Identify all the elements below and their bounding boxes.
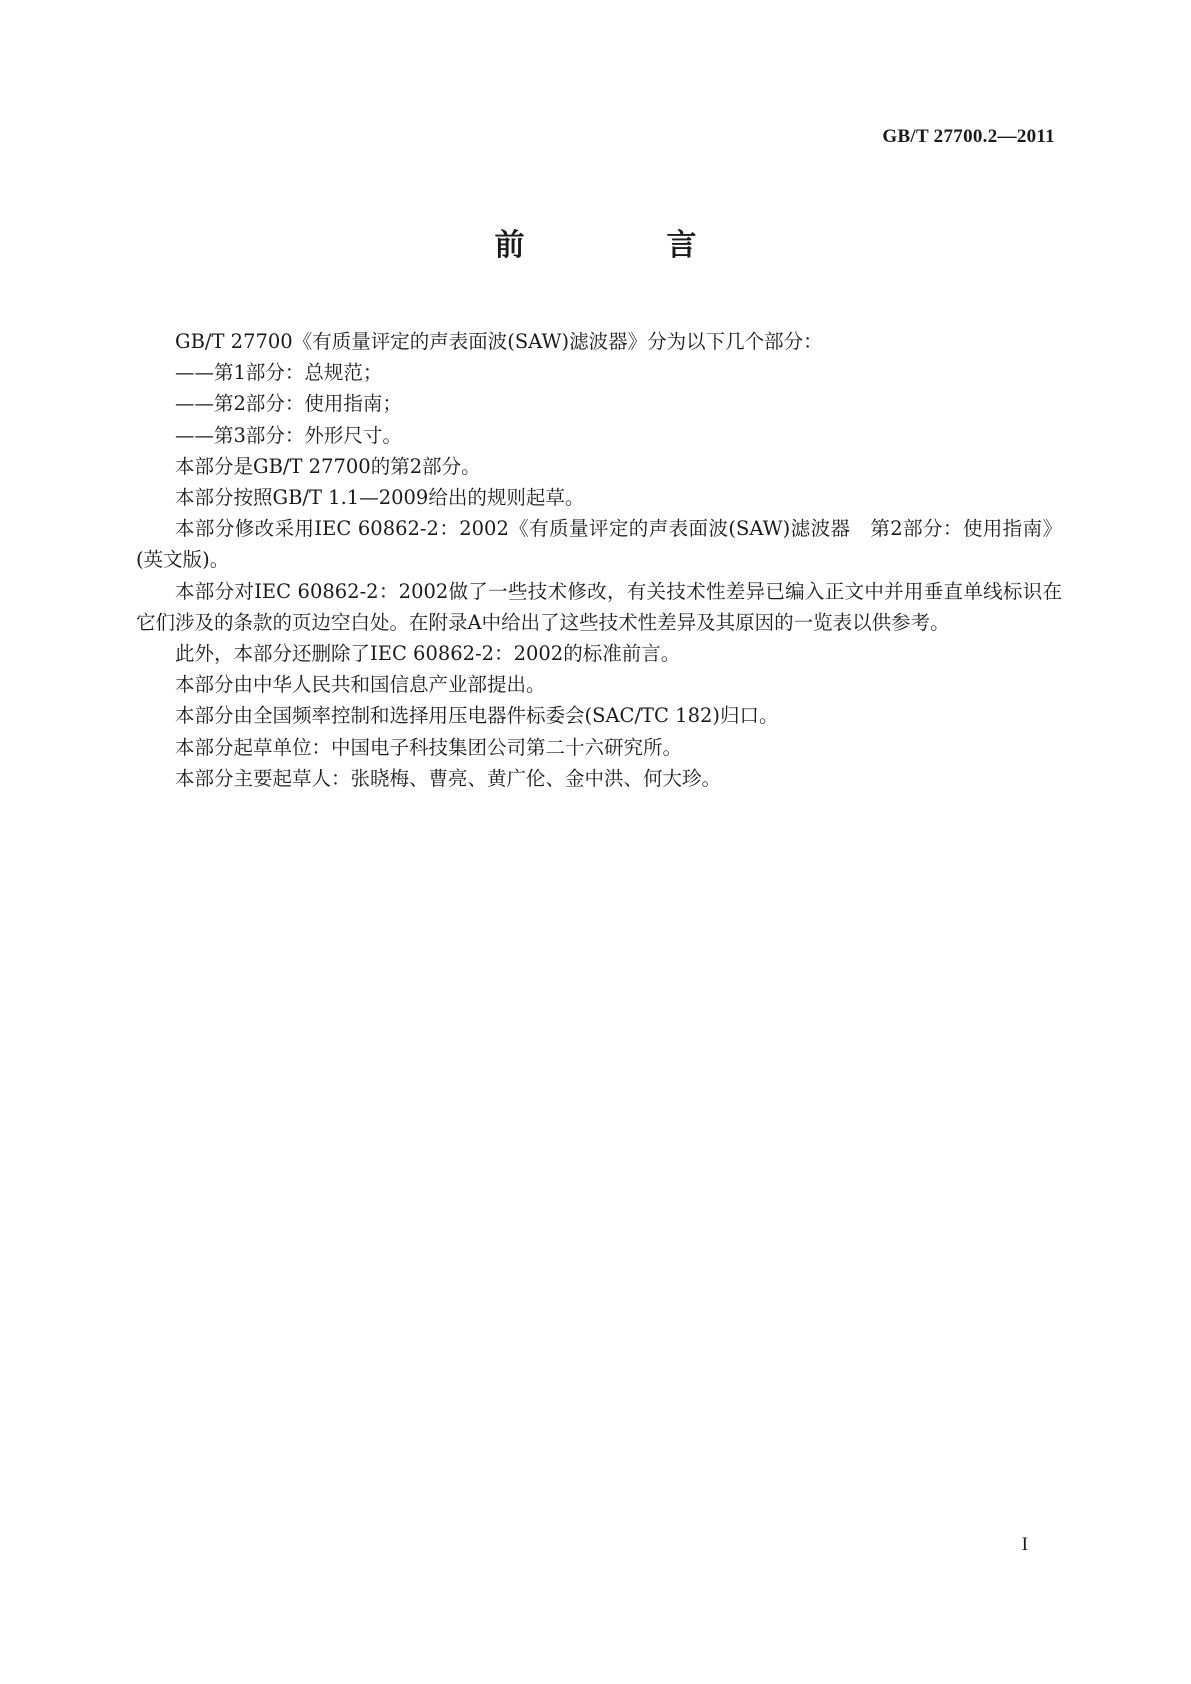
paragraph-proposer: 本部分由中华人民共和国信息产业部提出。 bbox=[175, 673, 546, 697]
page-number: I bbox=[1021, 1534, 1028, 1555]
paragraph-committee: 本部分由全国频率控制和选择用压电器件标委会(SAC/TC 182)归口。 bbox=[175, 704, 779, 728]
paragraph-drafters: 本部分主要起草人：张晓梅、曹亮、黄广伦、金中洪、何大珍。 bbox=[175, 766, 722, 790]
paragraph-drafting-unit: 本部分起草单位：中国电子科技集团公司第二十六研究所。 bbox=[175, 735, 683, 759]
paragraph-deleted-foreword: 此外，本部分还删除了IEC 60862-2：2002的标准前言。 bbox=[175, 642, 681, 666]
list-item-part-1: ——第1部分：总规范； bbox=[175, 361, 383, 385]
foreword-body bbox=[136, 326, 1062, 794]
list-item-part-3: ——第3部分：外形尺寸。 bbox=[175, 423, 402, 447]
intro-paragraph: GB/T 27700《有质量评定的声表面波(SAW)滤波器》分为以下几个部分： bbox=[175, 330, 823, 353]
list-item-part-2: ——第2部分：使用指南； bbox=[175, 392, 402, 416]
standard-code: GB/T 27700.2—2011 bbox=[882, 126, 1055, 147]
paragraph-adoption: 本部分修改采用IEC 60862-2：2002《有质量评定的声表面波(SAW)滤波器 第2部分：使用指南》(英文版)。 bbox=[136, 517, 1062, 572]
page-title: 前 言 bbox=[494, 228, 753, 263]
paragraph-part-statement: 本部分是GB/T 27700的第2部分。 bbox=[175, 454, 481, 478]
paragraph-technical-differences: 本部分对IEC 60862-2：2002做了一些技术修改，有关技术性差异已编入正文中并用垂直单线标识在它们涉及的条款的页边空白处。在附录A中给出了这些技术性差异及其原因的一览表以供参考。 bbox=[136, 579, 1062, 634]
paragraph-drafting-rules: 本部分按照GB/T 1.1—2009给出的规则起草。 bbox=[175, 486, 585, 510]
